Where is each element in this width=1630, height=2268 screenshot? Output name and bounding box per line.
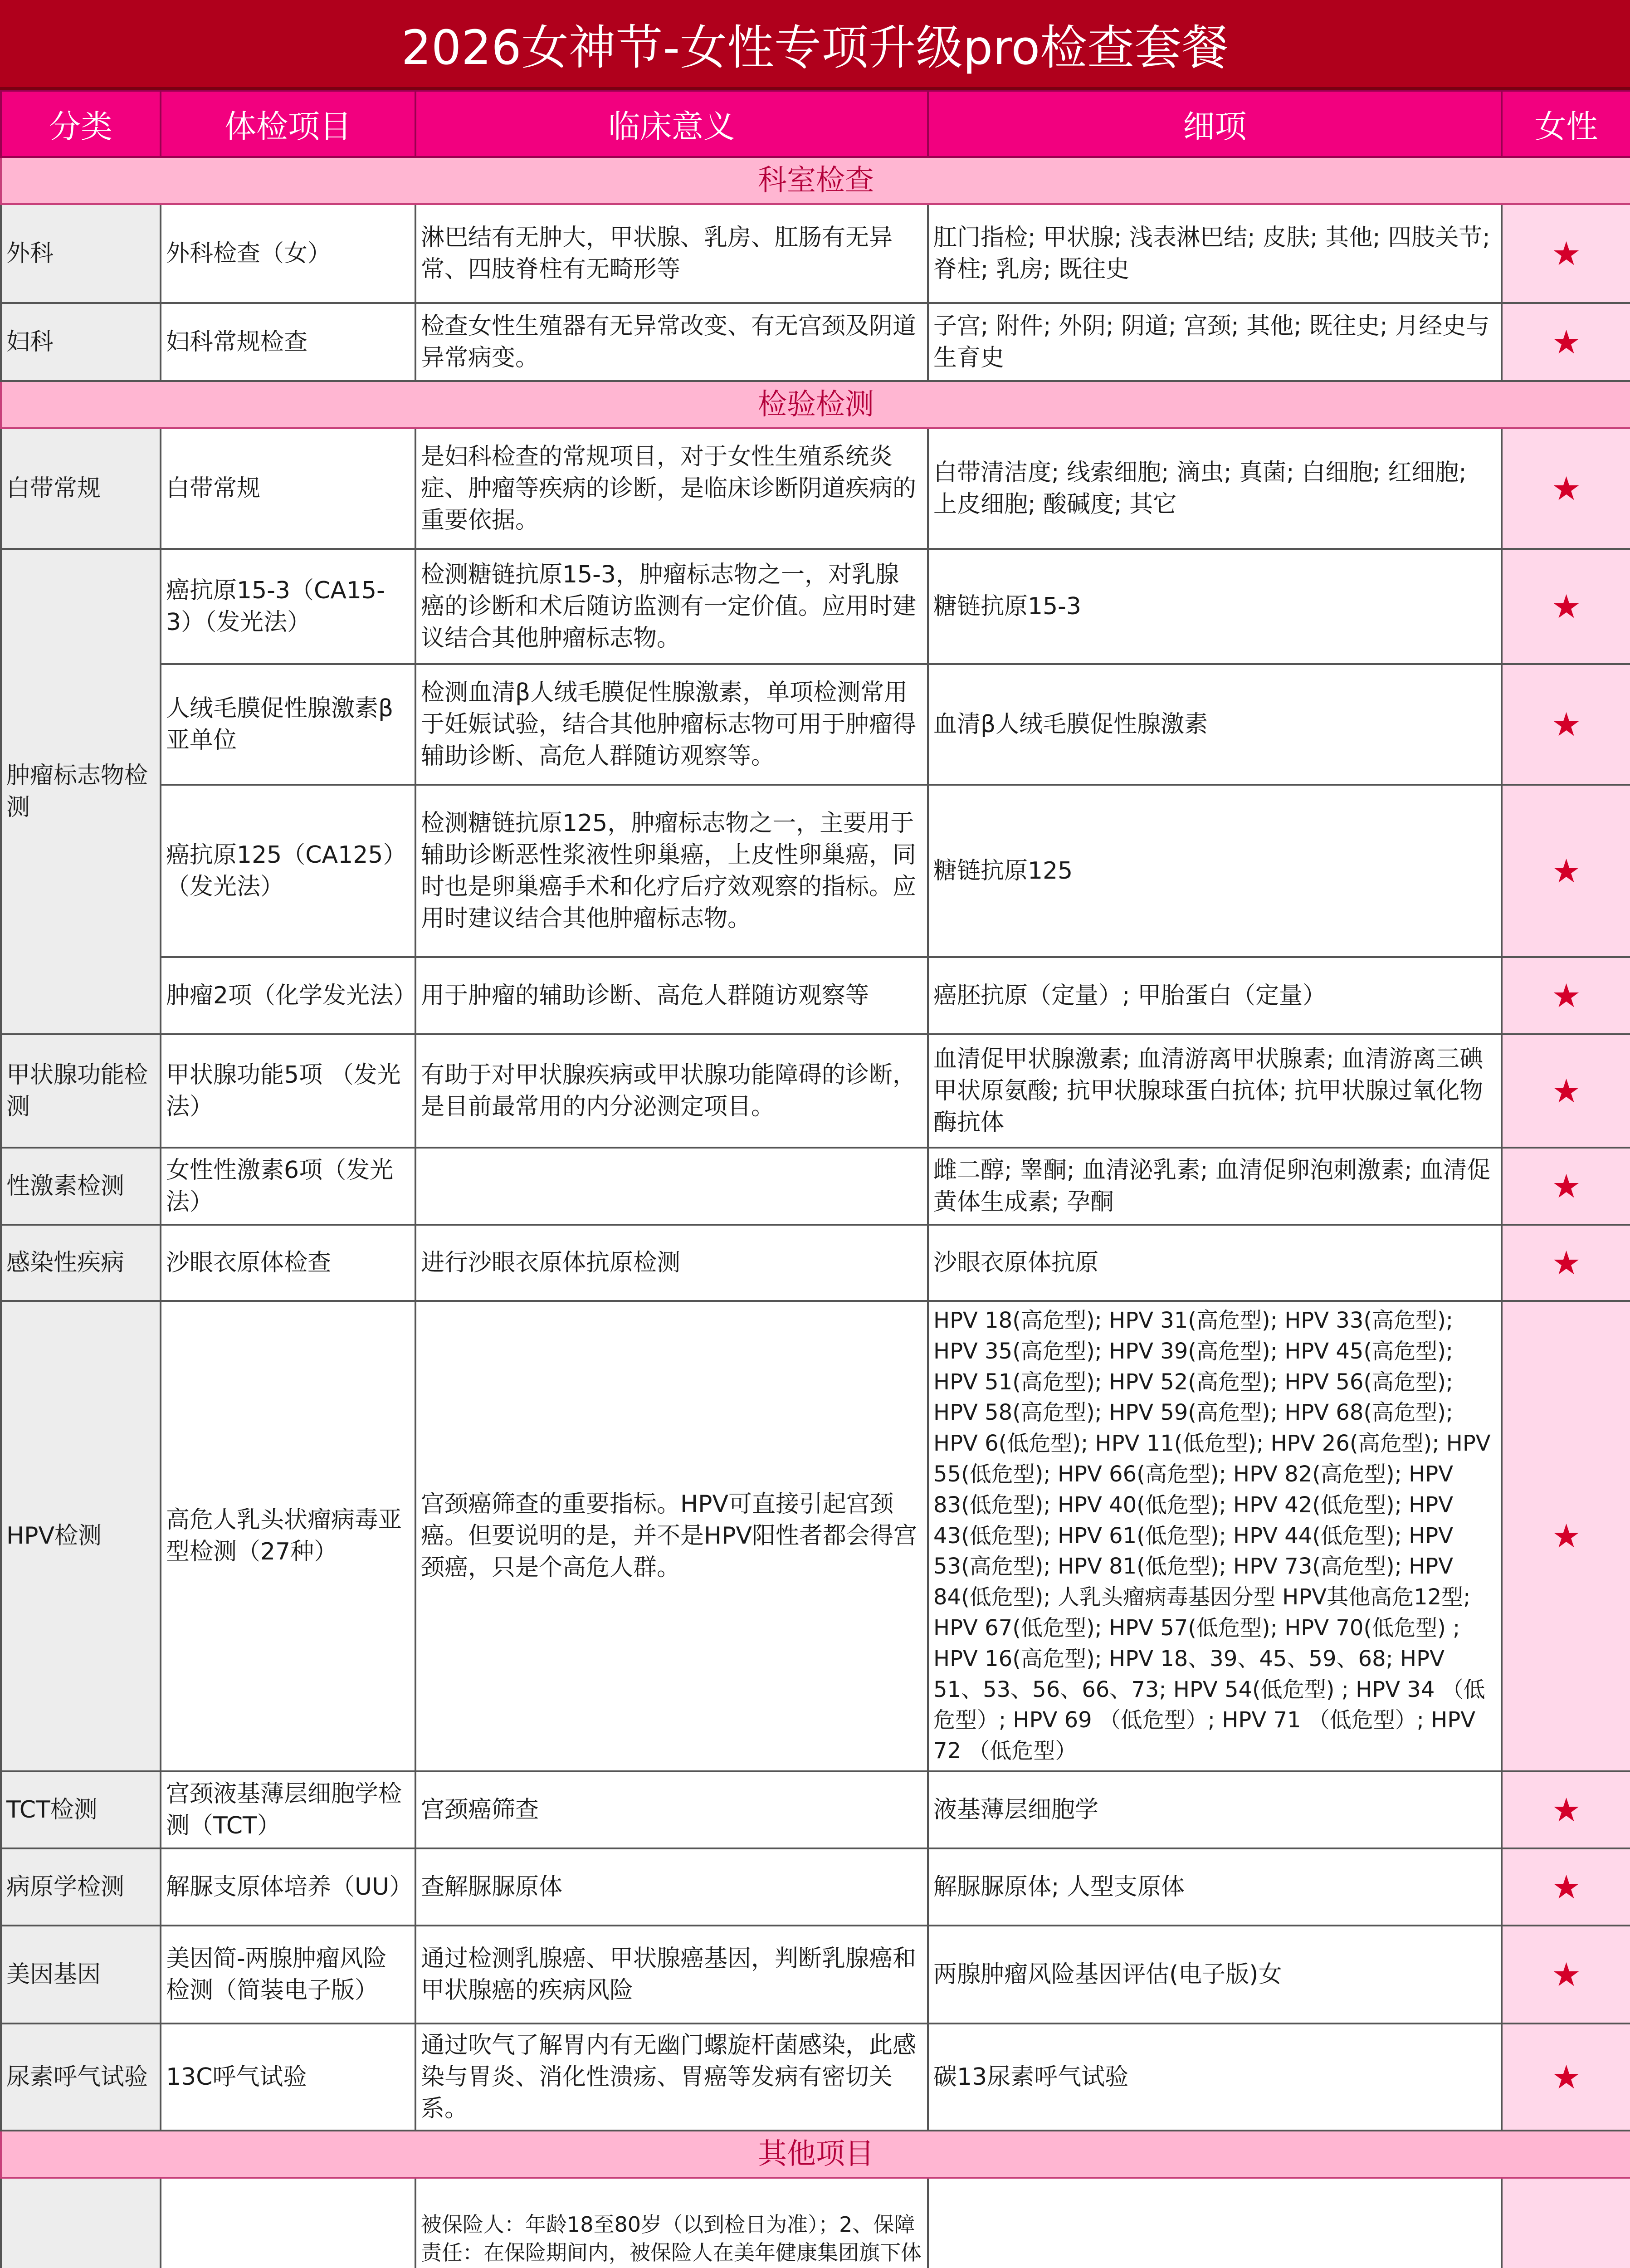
row-detail: 沙眼衣原体抗原 (928, 1225, 1502, 1301)
row-category: 美因基因 (1, 1926, 161, 2024)
row-meaning: 进行沙眼衣原体抗原检测 (415, 1225, 928, 1301)
section-title: 科室检查 (1, 157, 1630, 204)
section-row (1, 157, 1630, 204)
table-row (1, 428, 1630, 549)
row-item: 人绒毛膜促性腺激素β亚单位 (161, 664, 415, 785)
star-icon: ★ (1502, 957, 1630, 1034)
row-item: 女性性激素6项（发光法） (161, 1148, 415, 1225)
section-title: 其他项目 (1, 2131, 1630, 2178)
row-meaning: 是妇科检查的常规项目，对于女性生殖系统炎症、肿瘤等疾病的诊断，是临床诊断阴道疾病的重要依据。 (415, 428, 928, 549)
row-item (161, 2178, 415, 2268)
row-meaning: 通过检测乳腺癌、甲状腺癌基因，判断乳腺癌和甲状腺癌的疾病风险 (415, 1926, 928, 2024)
row-category: 妇科 (1, 303, 161, 381)
row-item: 沙眼衣原体检查 (161, 1225, 415, 1301)
row-detail: 糖链抗原125 (928, 785, 1502, 957)
star-icon: ★ (1502, 303, 1630, 381)
row-detail: 两腺肿瘤风险基因评估(电子版)女 (928, 1926, 1502, 2024)
star-icon: ★ (1502, 1301, 1630, 1771)
row-detail: 血清β人绒毛膜促性腺激素 (928, 664, 1502, 785)
star-icon: ★ (1502, 1848, 1630, 1926)
row-meaning: 宫颈癌筛查的重要指标。HPV可直接引起宫颈癌。但要说明的是，并不是HPV阳性者都会得宫颈癌，只是个高危人群。 (415, 1301, 928, 1771)
table-row (1, 1225, 1630, 1301)
row-detail: 液基薄层细胞学 (928, 1771, 1502, 1848)
star-icon: ★ (1502, 785, 1630, 957)
table-row (1, 1848, 1630, 1926)
row-meaning: 被保险人：年龄18至80岁（以到检日为准）；2、保障责任：在保险期间内，被保险人在美年健康集团旗下体 (415, 2178, 928, 2268)
row-item: 妇科常规检查 (161, 303, 415, 381)
row-meaning: 检测糖链抗原125，肿瘤标志物之一，主要用于辅助诊断恶性浆液性卵巢癌，上皮性卵巢癌，同时也是卵巢癌手术和化疗后疗效观察的指标。应用时建议结合其他肿瘤标志物。 (415, 785, 928, 957)
row-category: 外科 (1, 204, 161, 303)
row-item: 癌抗原15-3（CA15-3）（发光法） (161, 549, 415, 664)
star-icon: ★ (1502, 1225, 1630, 1301)
row-meaning (415, 1148, 928, 1225)
row-meaning: 检测血清β人绒毛膜促性腺激素，单项检测常用于妊娠试验，结合其他肿瘤标志物可用于肿瘤得辅助诊断、高危人群随访观察等。 (415, 664, 928, 785)
row-meaning: 有助于对甲状腺疾病或甲状腺功能障碍的诊断，是目前最常用的内分泌测定项目。 (415, 1034, 928, 1148)
table-row (1, 1148, 1630, 1225)
row-item: 肿瘤2项（化学发光法） (161, 957, 415, 1034)
row-category: 白带常规 (1, 428, 161, 549)
star-icon: ★ (1502, 664, 1630, 785)
star-icon: ★ (1502, 1926, 1630, 2024)
table-row (1, 1926, 1630, 2024)
table-row (1, 785, 1630, 957)
row-detail: 子宫; 附件; 外阴; 阴道; 宫颈; 其他; 既往史; 月经史与生育史 (928, 303, 1502, 381)
row-meaning: 淋巴结有无肿大，甲状腺、乳房、肛肠有无异常、四肢脊柱有无畸形等 (415, 204, 928, 303)
page-title: 2026女神节-女性专项升级pro检查套餐 (0, 0, 1630, 90)
row-detail (928, 2178, 1502, 2268)
row-meaning: 检测糖链抗原15-3，肿瘤标志物之一，对乳腺癌的诊断和术后随访监测有一定价值。应用时建议结合其他肿瘤标志物。 (415, 549, 928, 664)
row-detail: 癌胚抗原（定量）; 甲胎蛋白（定量） (928, 957, 1502, 1034)
header-meaning: 临床意义 (415, 91, 928, 157)
star-icon: ★ (1502, 1148, 1630, 1225)
table-header-row (1, 91, 1630, 157)
row-detail: 碳13尿素呼气试验 (928, 2024, 1502, 2131)
row-item: 外科检查（女） (161, 204, 415, 303)
row-meaning: 查解脲脲原体 (415, 1848, 928, 1926)
row-detail: 白带清洁度; 线索细胞; 滴虫; 真菌; 白细胞; 红细胞; 上皮细胞; 酸碱度; 其它 (928, 428, 1502, 549)
table-row (1, 2024, 1630, 2131)
star-icon: ★ (1502, 549, 1630, 664)
row-meaning: 通过吹气了解胃内有无幽门螺旋杆菌感染，此感染与胃炎、消化性溃疡、胃癌等发病有密切关系。 (415, 2024, 928, 2131)
table-row (1, 2178, 1630, 2268)
row-item: 白带常规 (161, 428, 415, 549)
table-row (1, 957, 1630, 1034)
table-row (1, 1771, 1630, 1848)
row-detail: 糖链抗原15-3 (928, 549, 1502, 664)
row-detail: HPV 18(高危型); HPV 31(高危型); HPV 33(高危型); HPV 35(高危型); HPV 39(高危型); HPV 45(高危型); HPV 51(高危型); HPV 52(高危型); HPV 56(高危型); HPV 58(高危型); HPV 59(高危型); HPV 68(高危型); HPV 6(低危型); HPV 11(低危型); HPV 26(高危型); HPV 55(低危型); HPV 66(高危型); HPV 82(高危型); HPV 83(低危型); HPV 40(低危型); HPV 42(低危型); HPV 43(低危型); HPV 61(低危型); HPV 44(低危型); HPV 53(高危型); HPV 81(低危型); HPV 73(高危型); HPV 84(低危型); 人乳头瘤病毒基因分型 HPV其他高危12型; HPV 67(低危型); HPV 57(低危型); HPV 70(低危型) ; HPV 16(高危型); HPV 18、39、45、59、68; HPV 51、53、56、66、73; HPV 54(低危型) ; HPV 34 （低危型）; HPV 69 （低危型）; HPV 71 （低危型）; HPV 72 （低危型） (928, 1301, 1502, 1771)
section-row (1, 2131, 1630, 2178)
row-detail: 血清促甲状腺激素; 血清游离甲状腺素; 血清游离三碘甲状原氨酸; 抗甲状腺球蛋白抗体; 抗甲状腺过氧化物酶抗体 (928, 1034, 1502, 1148)
row-category: TCT检测 (1, 1771, 161, 1848)
header-category: 分类 (1, 91, 161, 157)
row-item: 宫颈液基薄层细胞学检测（TCT） (161, 1771, 415, 1848)
row-meaning: 宫颈癌筛查 (415, 1771, 928, 1848)
row-category: 感染性疾病 (1, 1225, 161, 1301)
star-icon (1502, 2178, 1630, 2268)
header-detail: 细项 (928, 91, 1502, 157)
row-category: 肿瘤标志物检测 (1, 549, 161, 1034)
table-row (1, 664, 1630, 785)
row-category: HPV检测 (1, 1301, 161, 1771)
row-category: 病原学检测 (1, 1848, 161, 1926)
row-category: 尿素呼气试验 (1, 2024, 161, 2131)
header-item: 体检项目 (161, 91, 415, 157)
row-category: 甲状腺功能检测 (1, 1034, 161, 1148)
table-row (1, 549, 1630, 664)
row-item: 美因简-两腺肿瘤风险检测（简装电子版） (161, 1926, 415, 2024)
row-category: 性激素检测 (1, 1148, 161, 1225)
star-icon: ★ (1502, 204, 1630, 303)
table-row (1, 303, 1630, 381)
row-item: 13C呼气试验 (161, 2024, 415, 2131)
row-detail: 肛门指检; 甲状腺; 浅表淋巴结; 皮肤; 其他; 四肢关节; 脊柱; 乳房; 既往史 (928, 204, 1502, 303)
table-row (1, 204, 1630, 303)
table-row (1, 1301, 1630, 1771)
row-detail: 解脲脲原体; 人型支原体 (928, 1848, 1502, 1926)
row-item: 甲状腺功能5项 （发光法） (161, 1034, 415, 1148)
row-item: 解脲支原体培养（UU） (161, 1848, 415, 1926)
star-icon: ★ (1502, 2024, 1630, 2131)
section-row (1, 381, 1630, 428)
section-title: 检验检测 (1, 381, 1630, 428)
header-female: 女性 (1502, 91, 1630, 157)
row-category (1, 2178, 161, 2268)
star-icon: ★ (1502, 1034, 1630, 1148)
row-meaning: 用于肿瘤的辅助诊断、高危人群随访观察等 (415, 957, 928, 1034)
table-row (1, 1034, 1630, 1148)
package-table (0, 90, 1630, 2268)
row-meaning: 检查女性生殖器有无异常改变、有无宫颈及阴道异常病变。 (415, 303, 928, 381)
row-item: 高危人乳头状瘤病毒亚型检测（27种） (161, 1301, 415, 1771)
row-item: 癌抗原125（CA125）（发光法） (161, 785, 415, 957)
row-detail: 雌二醇; 睾酮; 血清泌乳素; 血清促卵泡刺激素; 血清促黄体生成素; 孕酮 (928, 1148, 1502, 1225)
star-icon: ★ (1502, 1771, 1630, 1848)
star-icon: ★ (1502, 428, 1630, 549)
